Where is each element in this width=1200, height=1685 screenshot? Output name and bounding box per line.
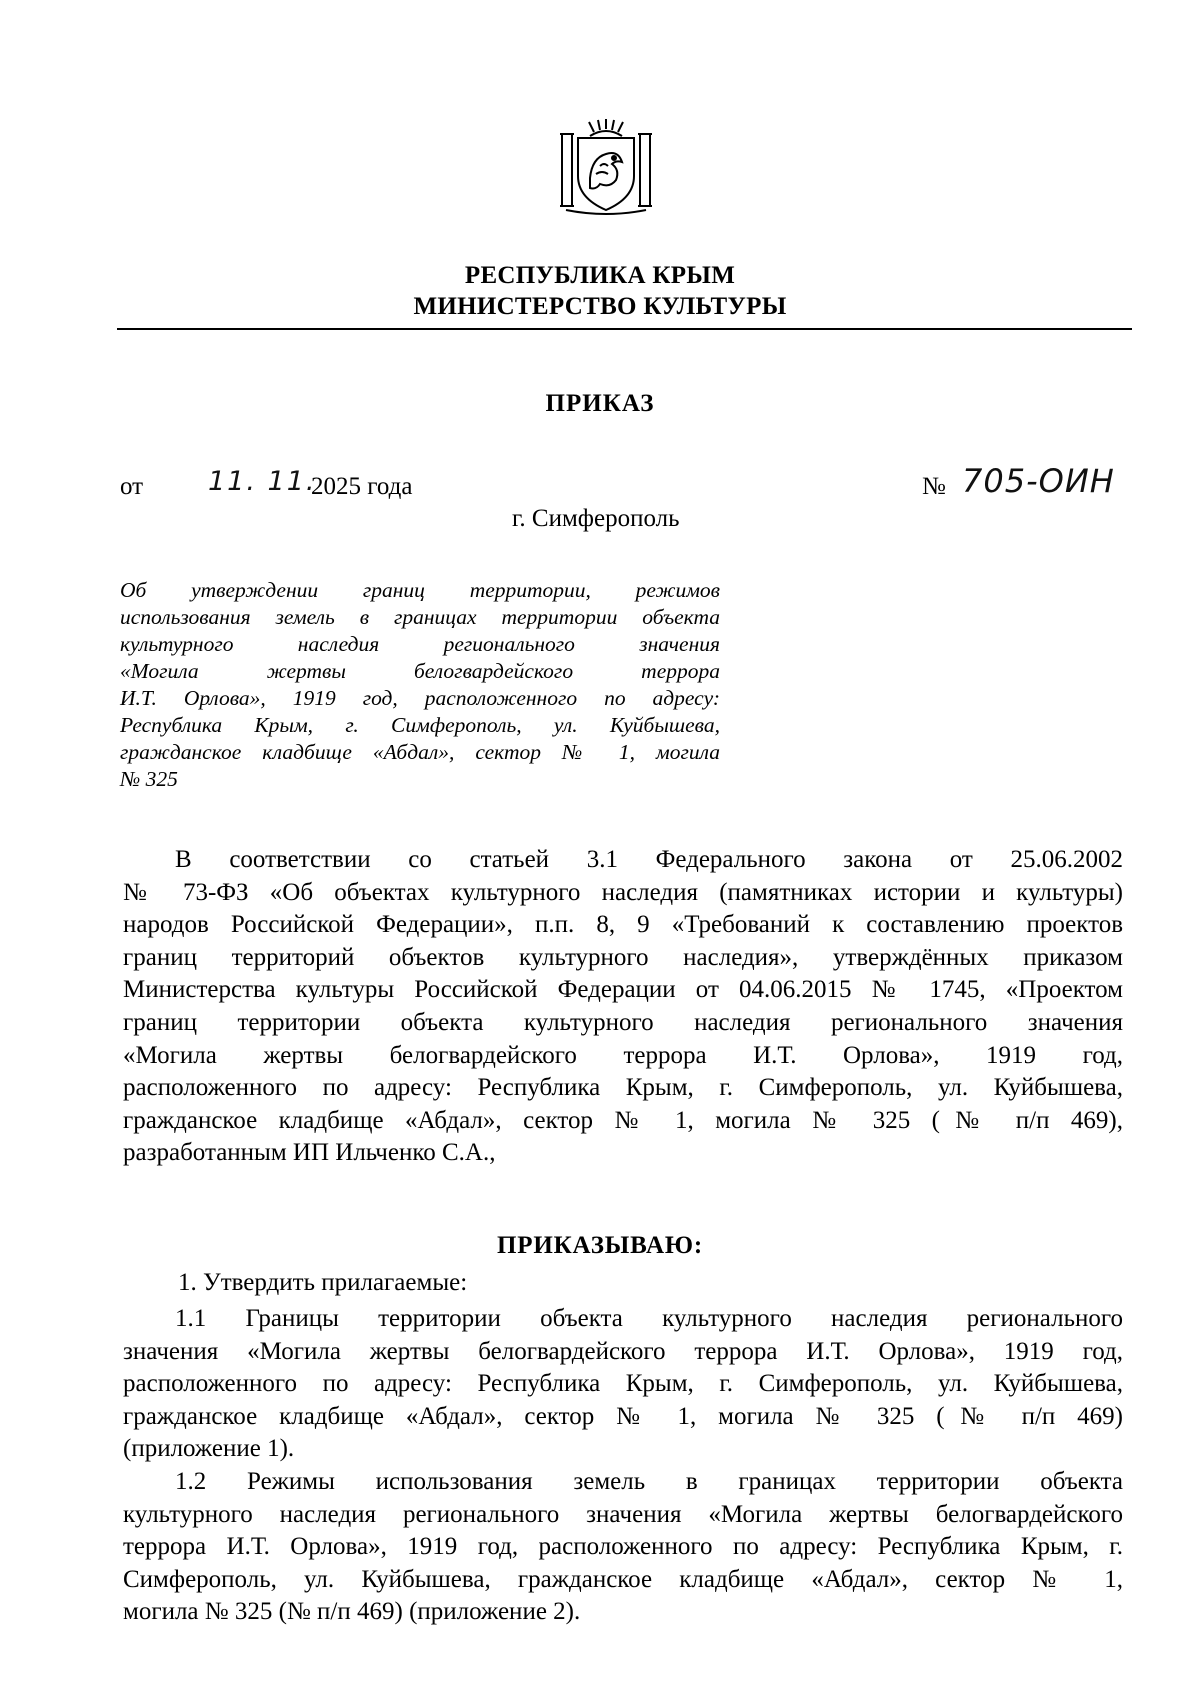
subject-line: гражданское кладбище «Абдал», сектор № 1, могила [120, 740, 720, 764]
city-line: г. Симферополь [512, 505, 680, 532]
republic-title: РЕСПУБЛИКА КРЫМ [464, 262, 736, 289]
decree-word: ПРИКАЗЫВАЮ: [497, 1232, 703, 1259]
paragraph-line: границ территорий объектов культурного наследия», утверждённых приказом [123, 943, 1123, 971]
paragraph-line: «Могила жертвы белогвардейского террора И.Т. Орлова», 1919 год, [123, 1041, 1123, 1069]
subject-line: использования земель в границах территории объекта [120, 605, 720, 629]
order-subject [120, 577, 720, 793]
paragraph-line: № 73-ФЗ «Об объектах культурного наследия (памятниках истории и культуры) [123, 878, 1123, 906]
subject-line: И.Т. Орлова», 1919 год, расположенного по адресу: [120, 686, 720, 710]
order-title: ПРИКАЗ [545, 390, 655, 417]
header-divider [117, 328, 1132, 330]
paragraph-line: расположенного по адресу: Республика Крым, г. Симферополь, ул. Куйбышева, [123, 1370, 1123, 1398]
order-number-label: № [922, 473, 946, 500]
subject-line: № 325 [120, 767, 178, 791]
subject-line: Республика Крым, г. Симферополь, ул. Куйбышева, [120, 713, 720, 737]
paragraph-line: народов Российской Федерации», п.п. 8, 9 «Требований к составлению проектов [123, 911, 1123, 939]
date-from-label: от [120, 473, 144, 500]
subject-line: «Могила жертвы белогвардейского террора [120, 659, 720, 683]
paragraph-line: расположенного по адресу: Республика Крым, г. Симферополь, ул. Куйбышева, [123, 1074, 1123, 1102]
paragraph-line: могила № 325 (№ п/п 469) (приложение 2). [123, 1598, 581, 1626]
subject-line: культурного наследия регионального значения [120, 632, 720, 656]
handwritten-order-number: 705-ОИН [962, 462, 1115, 500]
paragraph-line: гражданское кладбище «Абдал», сектор № 1, могила № 325 (№ п/п 469) [123, 1402, 1123, 1430]
paragraph-line: Министерства культуры Российской Федерации от 04.06.2015 № 1745, «Проектом [123, 976, 1123, 1004]
ministry-title: МИНИСТЕРСТВО КУЛЬТУРЫ [413, 293, 787, 320]
paragraph-line: террора И.Т. Орлова», 1919 год, расположенного по адресу: Республика Крым, г. [123, 1533, 1123, 1561]
paragraph-line: культурного наследия регионального значения «Могила жертвы белогвардейского [123, 1500, 1123, 1528]
item-1-1-paragraph [123, 1303, 1123, 1466]
paragraph-line: разработанным ИП Ильченко С.А., [123, 1139, 496, 1167]
paragraph-line: значения «Могила жертвы белогвардейского террора И.Т. Орлова», 1919 год, [123, 1337, 1123, 1365]
paragraph-line: гражданское кладбище «Абдал», сектор № 1, могила № 325 (№ п/п 469), [123, 1106, 1123, 1134]
paragraph-line: 1.1 Границы территории объекта культурного наследия регионального [175, 1305, 1123, 1332]
paragraph-line: границ территории объекта культурного наследия регионального значения [123, 1008, 1123, 1036]
paragraph-line: Симферополь, ул. Куйбышева, гражданское кладбище «Абдал», сектор № 1, [123, 1565, 1123, 1593]
paragraph-line: (приложение 1). [123, 1435, 295, 1463]
item-1-2-paragraph [123, 1466, 1123, 1629]
preamble-paragraph [123, 844, 1123, 1170]
date-year: 2025 года [311, 473, 413, 500]
item-1-heading: 1. Утвердить прилагаемые: [178, 1269, 468, 1296]
coat-of-arms-emblem [556, 118, 656, 218]
paragraph-line: 1.2 Режимы использования земель в границах территории объекта [175, 1468, 1123, 1495]
paragraph-line: В соответствии со статьей 3.1 Федерального закона от 25.06.2002 [175, 846, 1123, 873]
handwritten-date: 11. 11. [208, 466, 317, 497]
subject-line: Об утверждении границ территории, режимов [120, 578, 720, 602]
